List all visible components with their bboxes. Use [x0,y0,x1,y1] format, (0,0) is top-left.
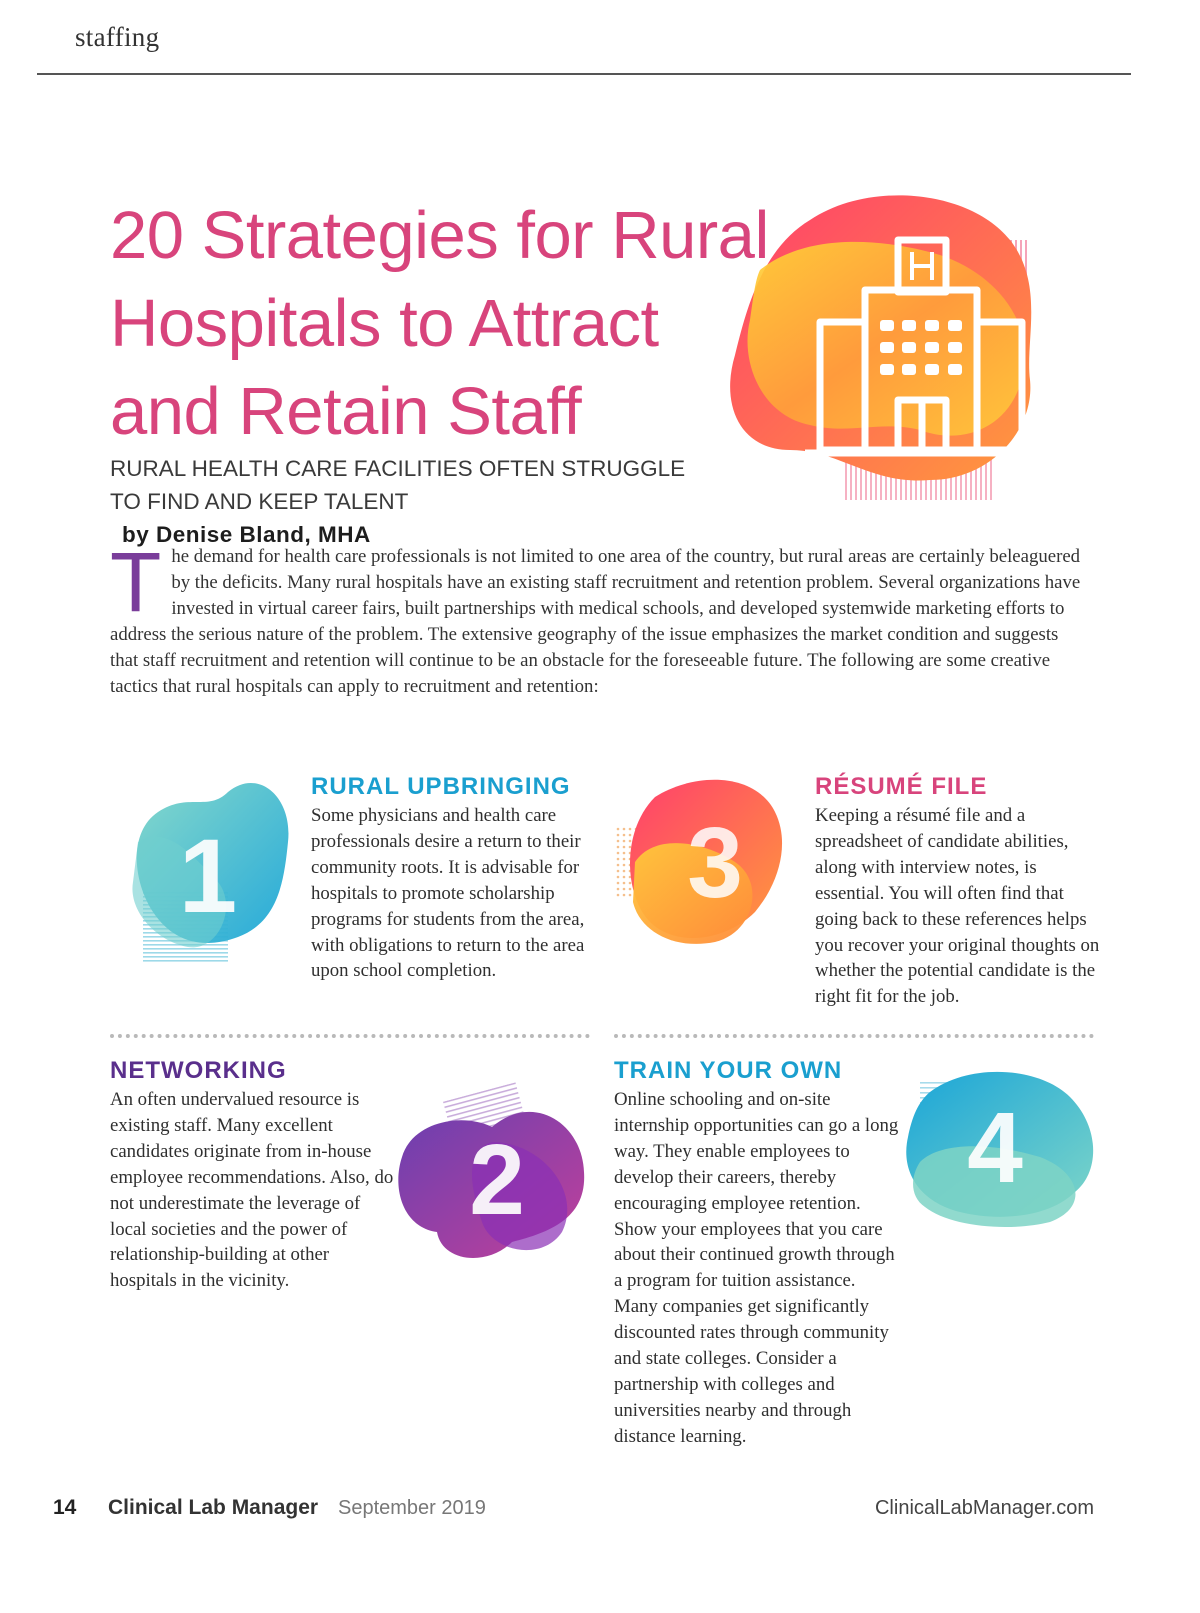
number-two-icon [392,1082,592,1272]
svg-text:3: 3 [687,807,743,919]
number-one-icon [128,772,298,972]
subtitle-line: TO FIND AND KEEP TALENT [110,489,409,514]
number-three-icon [615,772,795,952]
strategy-title: RURAL UPBRINGING [311,773,571,800]
title-line: and Retain Staff [110,374,582,449]
subtitle-line-with-byline [110,485,830,551]
strategy-title: NETWORKING [110,1057,287,1084]
article-title [110,192,770,456]
magazine-name: Clinical Lab Manager [108,1496,319,1519]
strategy-body: Online schooling and on-site internship opportunities can go a long way. They enable employees to develop their careers, thereby encouraging employee retention. Show your employees that you care about their continued growth through a program for tuition assistance. Many companies get significantly discounted rates through community and state colleges. Consider a partnership with colleges and universities nearby and through distance learning. [614,1089,899,1447]
header-divider [37,73,1131,75]
svg-text:2: 2 [469,1124,525,1236]
section-divider [614,1034,1094,1038]
strategy-title: TRAIN YOUR OWN [614,1057,843,1084]
strategy-title: RÉSUMÉ FILE [815,773,988,800]
title-line: Hospitals to Attract [110,286,659,361]
svg-text:4: 4 [967,1092,1023,1204]
intro-text: he demand for health care professionals is not limited to one area of the country, but rural areas are certainly beleaguered by the deficits. Many rural hospitals have an existing staff recruitment and retention problem. Several organizations have invested in virtual career fairs, built partnerships with medical schools, and developed systemwide marketing efforts to address the serious nature of the problem. The extensive geography of the issue emphasizes the market condition and suggests that staff recruitment and retention will continue to be an obstacle for the foreseeable future. The following are some creative tactics that rural hospitals can apply to recruitment and retention: [110,546,1081,697]
svg-text:1: 1 [178,818,238,935]
article-subtitle [110,452,830,551]
strategy-body: Keeping a résumé file and a spreadsheet of candidate abilities, along with interview notes, is essential. You will often find that going back to these references helps you recover your original thoughts on whether the potential candidate is the right fit for the job. [815,805,1100,1008]
section-divider [110,1034,590,1038]
strategy-body: Some physicians and health care professionals desire a return to their community roots. It is advisable for hospitals to promote scholarship programs for students from the area, with obligations to return to the area upon school completion. [311,805,585,982]
drop-cap: T [110,535,162,629]
page-number: 14 [53,1496,77,1519]
subtitle-line: RURAL HEALTH CARE FACILITIES OFTEN STRUGGLE [110,456,686,481]
strategy-body: An often undervalued resource is existing staff. Many excellent candidates originate from in-house employee recommendations. Also, do not underestimate the leverage of local societies and the power of relationship-building at other hospitals in the vicinity. [110,1089,394,1292]
title-line: 20 Strategies for Rural [110,198,769,273]
section-label: staffing [75,22,160,52]
byline: by Denise Bland, MHA [122,522,371,547]
number-four-icon [900,1062,1105,1232]
intro-paragraph [110,535,1085,700]
website-url: ClinicalLabManager.com [874,1497,1094,1519]
issue-date: September 2019 [338,1497,486,1519]
